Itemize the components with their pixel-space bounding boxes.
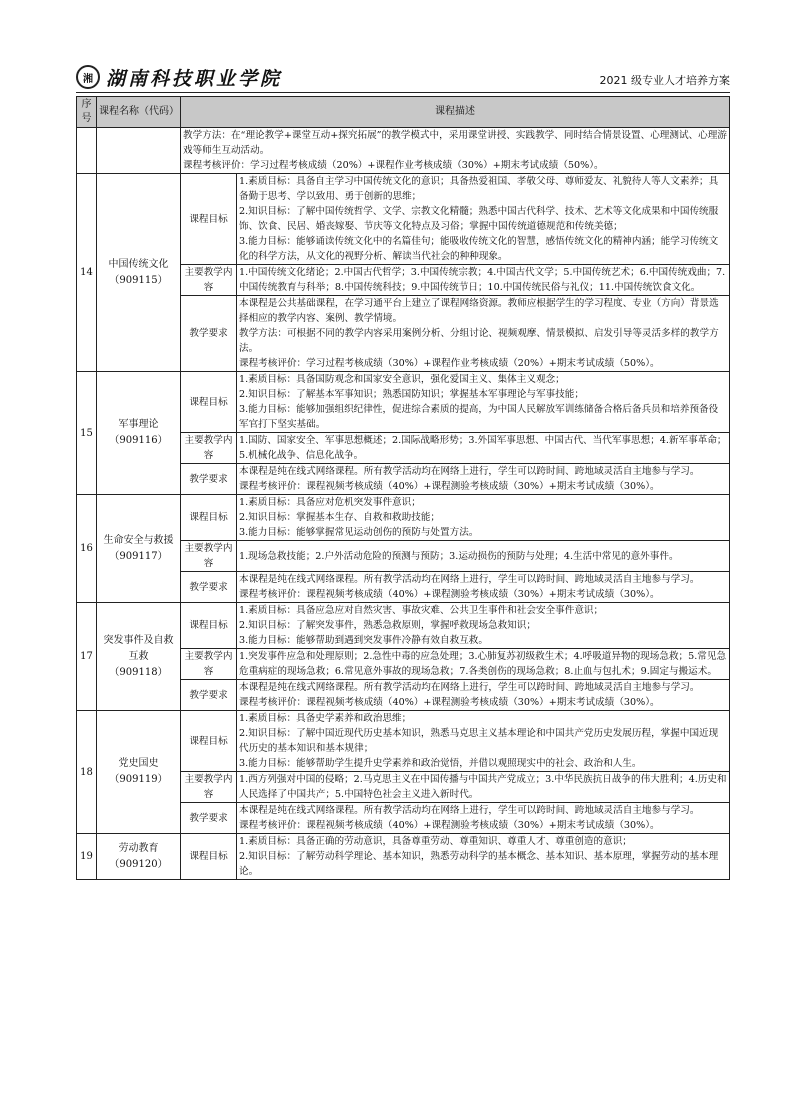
section-description: [237, 680, 730, 711]
section-label: 主要教学内容: [181, 265, 237, 296]
section-label: 教学要求: [181, 296, 237, 372]
description-line: 教学方法：在“理论教学+课堂互动+探究拓展”的教学模式中，采用课堂讲授、实践教学、同时结合情景设置、心理测试、心理游戏等师生互动活动。: [183, 130, 727, 156]
description-line: 2.知识目标：了解基本军事知识；熟悉国防知识；掌握基本军事理论与军事技能；: [239, 389, 584, 400]
course-number: 15: [77, 372, 97, 495]
description-line: 1.西方列强对中国的侵略；2.马克思主义在中国传播与中国共产党成立；3.中华民族抗日战争的伟大胜利；4.历史和人民选择了中国共产；5.中国特色社会主义进入新时代。: [239, 774, 727, 800]
description-line: 课程考核评价：课程视频考核成绩（40%）+课程测验考核成绩（30%）+期末考试成绩（30%）。: [239, 481, 660, 492]
course-code: （909117）: [109, 550, 168, 562]
section-description: [237, 372, 730, 433]
course-number: 14: [77, 174, 97, 372]
table-row: [77, 174, 730, 265]
section-label: 教学要求: [181, 572, 237, 603]
header-no: 序号: [77, 97, 97, 128]
course-table: [76, 96, 730, 880]
course-name: 生命安全与救援: [103, 534, 174, 546]
table-row: [77, 495, 730, 541]
course-name-cell: [97, 834, 181, 880]
section-description: [237, 834, 730, 880]
continued-description: [181, 128, 730, 174]
description-line: 课程考核评价：学习过程考核成绩（30%）+课程作业考核成绩（20%）+期末考试成绩（50%）。: [239, 358, 660, 369]
course-name-cell: [97, 495, 181, 603]
description-line: 本课程是纯在线式网络课程。所有教学活动均在网络上进行，学生可以跨时间、跨地域灵活自主地参与学习。: [239, 805, 700, 816]
course-code: （909115）: [109, 274, 168, 286]
course-name-cell: [97, 372, 181, 495]
section-description: [237, 464, 730, 495]
description-line: 1.中国传统文化绪论；2.中国古代哲学；3.中国传统宗教；4.中国古代文学；5.中国传统艺术；6.中国传统戏曲；7.中国传统教育与科举；8.中国传统科技；9.中国传统节日；10.中国传统民俗与礼仪；11.中国传统饮食文化。: [239, 267, 726, 293]
description-line: 3.能力目标：能够掌握常见运动创伤的预防与处置方法。: [239, 527, 479, 538]
description-line: 3.能力目标：能够诵读传统文化中的名篇佳句；能吸收传统文化的智慧，感悟传统文化的精神内涵；能学习传统文化的科学方法，从文化的视野分析、解读当代社会的种种现象。: [239, 236, 719, 262]
description-line: 本课程是公共基础课程，在学习通平台上建立了课程网络资源。教师应根据学生的学习程度、专业（方向）背景选择相应的教学内容、案例、教学情境。: [239, 298, 719, 324]
section-description: [237, 265, 730, 296]
section-label: 课程目标: [181, 495, 237, 541]
description-line: 1.素质目标：具备自主学习中国传统文化的意识；具备热爱祖国、孝敬父母、尊师爱友、礼貌待人等人文素养；具备勤于思考、学以致用、勇于创新的思维；: [239, 176, 719, 202]
document-title: 2021 级专业人才培养方案: [599, 74, 730, 87]
section-label: 教学要求: [181, 803, 237, 834]
description-line: 本课程是纯在线式网络课程。所有教学活动均在网络上进行，学生可以跨时间、跨地域灵活自主地参与学习。: [239, 574, 700, 585]
course-name-cell: [97, 603, 181, 711]
description-line: 2.知识目标：了解突发事件，熟悉急救原则，掌握呼救现场急救知识；: [239, 620, 536, 631]
course-number: 19: [77, 834, 97, 880]
section-description: [237, 772, 730, 803]
table-row: [77, 834, 730, 880]
description-line: 本课程是纯在线式网络课程。所有教学活动均在网络上进行，学生可以跨时间、跨地域灵活自主地参与学习。: [239, 682, 700, 693]
course-name: 党史国史: [118, 758, 159, 769]
cell-empty-no: [77, 128, 97, 174]
description-line: 本课程是纯在线式网络课程。所有教学活动均在网络上进行，学生可以跨时间、跨地域灵活自主地参与学习。: [239, 466, 700, 477]
course-name: 军事理论: [118, 419, 159, 430]
section-label: 主要教学内容: [181, 433, 237, 464]
description-line: 教学方法：可根据不同的教学内容采用案例分析、分组讨论、视频观摩、情景模拟、启发引导等灵活多样的教学方法。: [239, 328, 719, 354]
page-header: [76, 64, 730, 93]
course-name-cell: [97, 711, 181, 834]
table-row: [77, 128, 730, 174]
section-label: 教学要求: [181, 680, 237, 711]
description-line: 1.突发事件应急和处理原则；2.急性中毒的应急处理；3.心肺复苏初级救生术；4.呼吸道异物的现场急救；5.常见急危重病症的现场急救；6.常见意外事故的现场急救；7.各类创伤的现场急救；8.止血与包扎术；9.固定与搬运术。: [239, 651, 727, 677]
table-header-row: [77, 97, 730, 128]
course-code: （909119）: [109, 774, 168, 785]
section-label: 教学要求: [181, 464, 237, 495]
section-label: 主要教学内容: [181, 772, 237, 803]
course-name: 劳动教育: [118, 842, 159, 854]
section-label: 课程目标: [181, 711, 237, 772]
course-number: 16: [77, 495, 97, 603]
course-name-cell: [97, 174, 181, 372]
course-code: （909120）: [109, 858, 168, 870]
description-line: 1.素质目标：具备正确的劳动意识，具备尊重劳动、尊重知识、尊重人才、尊重创造的意识；: [239, 836, 632, 847]
section-label: 主要教学内容: [181, 649, 237, 680]
description-line: 1.现场急救技能；2.户外活动危险的预测与预防；3.运动损伤的预防与处理；4.生活中常见的意外事件。: [239, 550, 679, 562]
course-name: 突发事件及自救互救: [103, 634, 174, 662]
header-course-desc: 课程描述: [181, 97, 730, 128]
section-label: 课程目标: [181, 372, 237, 433]
description-line: 课程考核评价：课程视频考核成绩（40%）+课程测验考核成绩（30%）+期末考试成绩（30%）。: [239, 820, 660, 831]
school-logo: [76, 64, 282, 90]
course-number: 17: [77, 603, 97, 711]
description-line: 2.知识目标：掌握基本生存、自救和救助技能；: [239, 512, 441, 523]
section-description: [237, 541, 730, 572]
description-line: 1.素质目标：具备应对危机突发事件意识；: [239, 497, 421, 508]
section-description: [237, 803, 730, 834]
description-line: 2.知识目标：了解劳动科学理论、基本知识，熟悉劳动科学的基本概念、基本知识、基本原理，掌握劳动的基本理论。: [239, 851, 719, 877]
section-description: [237, 572, 730, 603]
description-line: 课程考核评价：课程视频考核成绩（40%）+课程测验考核成绩（30%）+期末考试成绩（30%）。: [239, 589, 660, 600]
description-line: 1.素质目标：具备史学素养和政治思维；: [239, 713, 412, 724]
section-description: [237, 433, 730, 464]
section-description: [237, 711, 730, 772]
course-code: （909118）: [109, 666, 168, 678]
section-description: [237, 495, 730, 541]
description-line: 1.素质目标：具备国防观念和国家安全意识，强化爱国主义、集体主义观念；: [239, 374, 565, 385]
table-row: [77, 603, 730, 649]
cell-empty-name: [97, 128, 181, 174]
description-line: 2.知识目标：了解中国传统哲学、文学、宗教文化精髓；熟悉中国古代科学、技术、艺术等文化成果和中国传统服饰、饮食、民居、婚丧嫁娶、节庆等文化特点及习俗；掌握中国传统道德规范和传统美德；: [239, 206, 719, 232]
section-description: [237, 649, 730, 680]
section-description: [237, 174, 730, 265]
description-line: 1.国防、国家安全、军事思想概述；2.国际战略形势；3.外国军事思想、中国古代、当代军事思想；4.新军事革命；5.机械化战争、信息化战争。: [239, 435, 727, 461]
course-name: 中国传统文化: [108, 258, 169, 270]
description-line: 课程考核评价：课程视频考核成绩（40%）+课程测验考核成绩（30%）+期末考试成绩（30%）。: [239, 697, 660, 708]
header-course-name: 课程名称（代码）: [97, 97, 181, 128]
section-label: 主要教学内容: [181, 541, 237, 572]
table-row: [77, 372, 730, 433]
description-line: 3.能力目标：能够帮助学生提升史学素养和政治觉悟，并借以观照现实中的社会、政治和人生。: [239, 758, 642, 769]
section-description: [237, 603, 730, 649]
description-line: 3.能力目标：能够加强组织纪律性，促进综合素质的提高，为中国人民解放军训练储备合格后备兵员和培养预备役军官打下坚实基础。: [239, 404, 719, 430]
course-code: （909116）: [109, 435, 168, 446]
section-label: 课程目标: [181, 174, 237, 265]
school-emblem-icon: 湘: [76, 65, 100, 89]
section-label: 课程目标: [181, 603, 237, 649]
course-number: 18: [77, 711, 97, 834]
section-description: [237, 296, 730, 372]
description-line: 2.知识目标：了解中国近现代历史基本知识，熟悉马克思主义基本理论和中国共产党历史发展历程，掌握中国近现代历史的基本知识和基本规律；: [239, 728, 719, 754]
description-line: 课程考核评价：学习过程考核成绩（20%）+课程作业考核成绩（30%）+期末考试成绩（50%）。: [183, 160, 604, 171]
description-line: 3.能力目标：能够帮助到遇到突发事件冷静有效自救互救。: [239, 635, 488, 646]
description-line: 1.素质目标：具备应急应对自然灾害、事故灾难、公共卫生事件和社会安全事件意识；: [239, 605, 604, 616]
table-row: [77, 711, 730, 772]
school-name: 湖南科技职业学院: [106, 67, 283, 90]
section-label: 课程目标: [181, 834, 237, 880]
